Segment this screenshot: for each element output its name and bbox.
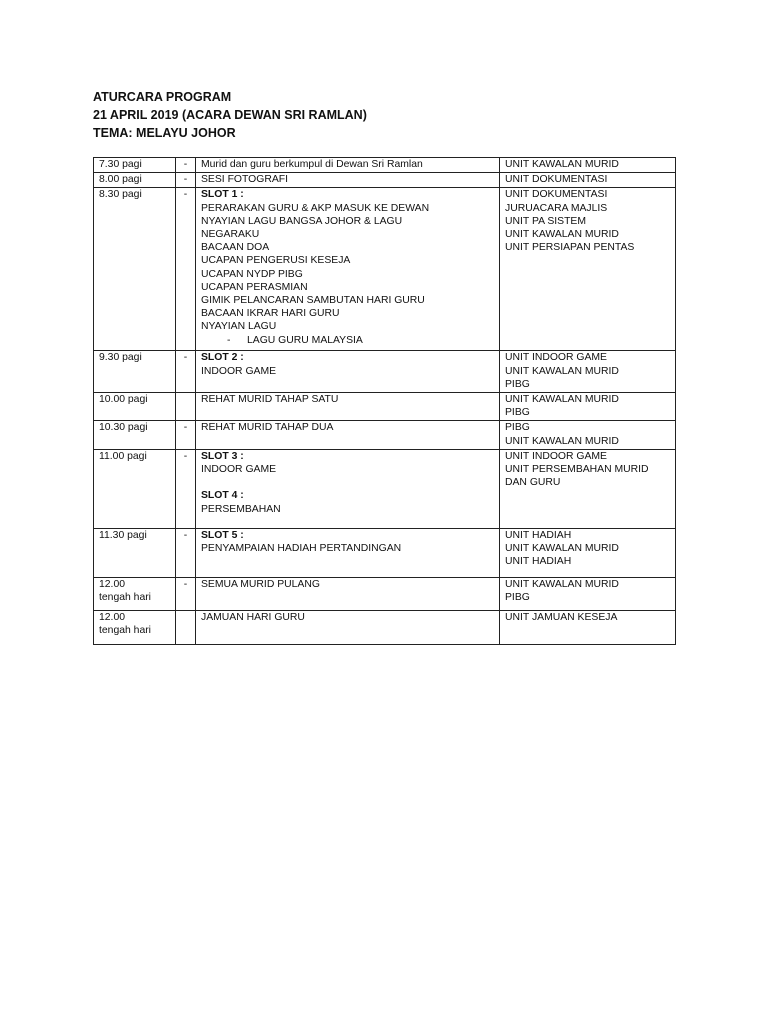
- time-cell: [94, 421, 176, 449]
- activity-text: UCAPAN NYDP PIBG: [201, 268, 303, 280]
- activity-cell: [196, 449, 500, 528]
- activity-cell: [196, 158, 500, 173]
- activity-text: JAMUAN HARI GURU: [201, 611, 305, 623]
- activity-cell: [196, 393, 500, 421]
- unit-text: UNIT KAWALAN MURID: [505, 435, 619, 447]
- dash-cell: [176, 393, 196, 421]
- unit-text: UNIT JAMUAN KESEJA: [505, 611, 618, 623]
- time-text: 12.00: [99, 611, 126, 623]
- activity-text: REHAT MURID TAHAP SATU: [201, 394, 339, 406]
- activity-text: UCAPAN PENGERUSI KESEJA: [201, 255, 351, 267]
- time-text: 12.00: [99, 578, 126, 590]
- unit-text: UNIT PERSEMBAHAN MURID: [505, 464, 649, 476]
- activity-cell: [196, 577, 500, 610]
- unit-text: PIBG: [505, 422, 530, 434]
- unit-text: UNIT DOKUMENTASI: [505, 189, 608, 201]
- unit-text: UNIT INDOOR GAME: [505, 352, 607, 364]
- time-text: 10.00 pagi: [99, 394, 148, 406]
- dash-cell: -: [176, 528, 196, 577]
- time-text: 8.30 pagi: [99, 189, 142, 201]
- activity-text: BACAAN DOA: [201, 242, 270, 254]
- document-heading: [93, 88, 367, 142]
- slot-label: SLOT 1 :: [201, 189, 244, 201]
- spacer: [201, 476, 494, 489]
- unit-cell: [500, 449, 676, 528]
- dash-cell: -: [176, 421, 196, 449]
- time-cell: [94, 351, 176, 393]
- unit-text: JURUACARA MAJLIS: [505, 202, 608, 214]
- unit-text: PIBG: [505, 592, 530, 604]
- time-text: tengah hari: [99, 592, 151, 604]
- time-text: 7.30 pagi: [99, 159, 142, 170]
- unit-text: UNIT KAWALAN MURID: [505, 394, 619, 406]
- unit-text: UNIT KAWALAN MURID: [505, 229, 619, 241]
- time-cell: [94, 528, 176, 577]
- slot-label: SLOT 5 :: [201, 529, 244, 541]
- program-theme: TEMA: MELAYU JOHOR: [93, 126, 236, 140]
- time-cell: [94, 449, 176, 528]
- dash-cell: -: [176, 173, 196, 188]
- unit-text: UNIT KAWALAN MURID: [505, 543, 619, 555]
- activity-text: PERARAKAN GURU & AKP MASUK KE DEWAN: [201, 202, 430, 214]
- unit-text: UNIT HADIAH: [505, 529, 572, 541]
- activity-text: BACAAN IKRAR HARI GURU: [201, 308, 340, 320]
- unit-text: PIBG: [505, 378, 530, 390]
- activity-cell: [196, 610, 500, 644]
- sub-item-dash: -: [227, 334, 231, 346]
- unit-text: UNIT DOKUMENTASI: [505, 174, 608, 186]
- activity-text: PENYAMPAIAN HADIAH PERTANDINGAN: [201, 543, 402, 555]
- sub-item-text: LAGU GURU MALAYSIA: [247, 334, 363, 346]
- schedule-row: [94, 158, 676, 173]
- unit-cell: [500, 393, 676, 421]
- activity-text: SEMUA MURID PULANG: [201, 578, 320, 590]
- activity-text: NEGARAKU: [201, 229, 260, 241]
- slot-label: SLOT 2 :: [201, 352, 244, 364]
- unit-cell: [500, 158, 676, 173]
- unit-cell: [500, 351, 676, 393]
- unit-text: DAN GURU: [505, 477, 561, 489]
- unit-cell: [500, 188, 676, 351]
- dash-cell: -: [176, 188, 196, 351]
- activity-text: INDOOR GAME: [201, 464, 277, 476]
- time-cell: [94, 173, 176, 188]
- activity-text: PERSEMBAHAN: [201, 503, 281, 515]
- activity-cell: [196, 173, 500, 188]
- activity-text: Murid dan guru berkumpul di Dewan Sri Ramlan: [201, 159, 423, 170]
- schedule-row: [94, 351, 676, 393]
- activity-cell: [196, 421, 500, 449]
- schedule-row: [94, 610, 676, 644]
- unit-cell: [500, 528, 676, 577]
- time-text: 11.00 pagi: [99, 450, 147, 462]
- time-cell: [94, 393, 176, 421]
- unit-text: UNIT HADIAH: [505, 556, 572, 568]
- activity-text: REHAT MURID TAHAP DUA: [201, 422, 334, 434]
- unit-text: UNIT KAWALAN MURID: [505, 159, 619, 170]
- unit-cell: [500, 173, 676, 188]
- time-text: 9.30 pagi: [99, 352, 142, 364]
- schedule-row: [94, 528, 676, 577]
- unit-cell: [500, 421, 676, 449]
- schedule-row: [94, 421, 676, 449]
- time-cell: [94, 577, 176, 610]
- schedule-row: [94, 449, 676, 528]
- unit-cell: [500, 577, 676, 610]
- dash-cell: -: [176, 577, 196, 610]
- activity-text: NYAYIAN LAGU BANGSA JOHOR & LAGU: [201, 215, 403, 227]
- schedule-row: [94, 577, 676, 610]
- schedule-row: [94, 173, 676, 188]
- activity-text: UCAPAN PERASMIAN: [201, 281, 308, 293]
- time-text: 10.30 pagi: [99, 422, 148, 434]
- unit-text: UNIT KAWALAN MURID: [505, 578, 619, 590]
- activity-text: INDOOR GAME: [201, 365, 277, 377]
- dash-cell: -: [176, 449, 196, 528]
- unit-text: UNIT PERSIAPAN PENTAS: [505, 242, 635, 254]
- unit-text: UNIT KAWALAN MURID: [505, 365, 619, 377]
- schedule-row: [94, 188, 676, 351]
- schedule-row: [94, 393, 676, 421]
- time-cell: [94, 188, 176, 351]
- activity-cell: [196, 528, 500, 577]
- time-text: tengah hari: [99, 625, 151, 637]
- time-text: 11.30 pagi: [99, 529, 147, 541]
- activity-cell: [196, 351, 500, 393]
- time-text: 8.00 pagi: [99, 174, 142, 186]
- activity-text: NYAYIAN LAGU: [201, 321, 277, 333]
- dash-cell: -: [176, 351, 196, 393]
- unit-text: UNIT INDOOR GAME: [505, 450, 607, 462]
- time-cell: [94, 610, 176, 644]
- dash-cell: [176, 610, 196, 644]
- time-cell: [94, 158, 176, 173]
- slot-label: SLOT 4 :: [201, 490, 244, 502]
- activity-text: GIMIK PELANCARAN SAMBUTAN HARI GURU: [201, 295, 425, 307]
- dash-cell: -: [176, 158, 196, 173]
- activity-cell: [196, 188, 500, 351]
- unit-text: PIBG: [505, 407, 530, 419]
- unit-text: UNIT PA SISTEM: [505, 215, 587, 227]
- program-title: ATURCARA PROGRAM: [93, 90, 232, 104]
- sub-item: [201, 334, 494, 347]
- program-date-venue: 21 APRIL 2019 (ACARA DEWAN SRI RAMLAN): [93, 108, 367, 122]
- slot-label: SLOT 3 :: [201, 450, 244, 462]
- schedule-table: [93, 157, 676, 645]
- activity-text: SESI FOTOGRAFI: [201, 174, 288, 186]
- unit-cell: [500, 610, 676, 644]
